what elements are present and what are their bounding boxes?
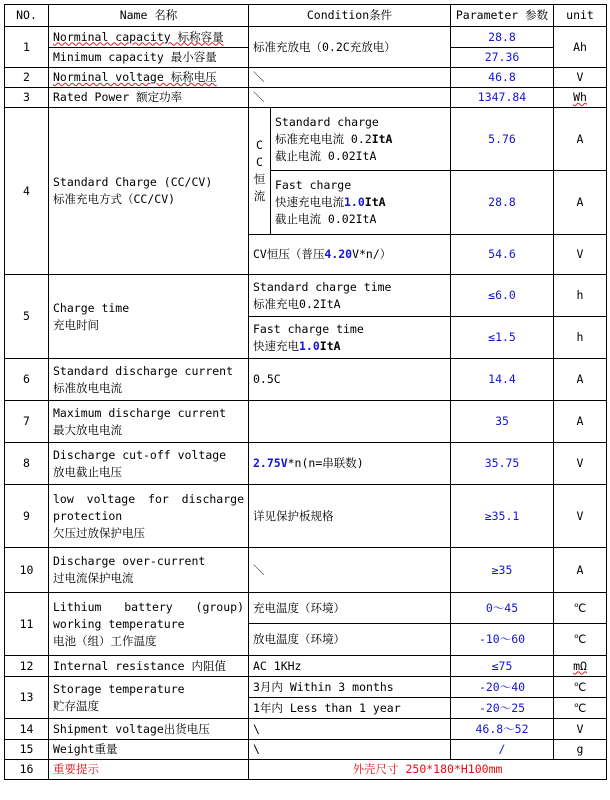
table-row: [5, 108, 607, 171]
table-header-row: [5, 5, 607, 27]
name-en: Maximum discharge current: [53, 405, 227, 420]
name-cn: 放电截止电压: [53, 464, 122, 479]
important-note-label: 重要提示: [49, 760, 249, 780]
cc-char: 流: [253, 189, 266, 203]
row-name: [49, 677, 249, 719]
name-cn: 电池（组）工作温度: [53, 633, 157, 648]
row-unit: Ah: [554, 27, 607, 68]
fast-time-line: [253, 338, 446, 355]
row-name: [49, 443, 249, 485]
row-condition: [271, 108, 451, 171]
row-unit: h: [554, 275, 607, 317]
unit-text: Wh: [573, 90, 587, 104]
table-row: [5, 656, 607, 677]
std-time-line: 标准充电0.2ItA: [253, 296, 341, 311]
value-text: 1.0: [299, 338, 320, 353]
table-row: [5, 548, 607, 593]
std-charge-title: Standard charge: [275, 114, 379, 129]
name-en: Standard discharge current: [53, 363, 234, 378]
row-condition: 0.5C: [249, 359, 451, 401]
row-parameter: 27.36: [451, 48, 554, 68]
name-en: Standard Charge (CC/CV): [53, 175, 213, 189]
row-unit: V: [554, 719, 607, 740]
row-unit: V: [554, 68, 607, 88]
header-condition: Condition条件: [249, 5, 451, 27]
row-name: [49, 68, 249, 88]
row-condition: [249, 317, 451, 359]
name-cn: 欠压过放保护电压: [53, 525, 145, 540]
row-unit: V: [554, 443, 607, 485]
table-row: [5, 359, 607, 401]
table-row: [5, 760, 607, 780]
std-charge-line1: [275, 131, 446, 148]
row-parameter: 1347.84: [451, 88, 554, 108]
name-cn: 充电时间: [53, 317, 99, 332]
text: *n(n=串联数): [287, 456, 364, 470]
row-parameter: ≥35.1: [451, 485, 554, 548]
row-name: Internal resistance 内阻值: [49, 656, 249, 677]
row-parameter: ≤75: [451, 656, 554, 677]
row-no: 8: [5, 443, 49, 485]
row-no: 9: [5, 485, 49, 548]
row-condition: 详见保护板规格: [249, 485, 451, 548]
table-row: [5, 719, 607, 740]
row-name: [49, 548, 249, 593]
row-name: [49, 593, 249, 656]
row-unit: A: [554, 171, 607, 235]
row-condition: \: [249, 719, 451, 740]
table-row: [5, 740, 607, 760]
row-name: Rated Power 额定功率: [49, 88, 249, 108]
row-unit: ℃: [554, 593, 607, 624]
fast-time-title: Fast charge time: [253, 321, 364, 336]
std-time-title: Standard charge time: [253, 279, 392, 294]
row-no: 10: [5, 548, 49, 593]
row-parameter: 5.76: [451, 108, 554, 171]
row-parameter: 46.8: [451, 68, 554, 88]
row-parameter: 0～45: [451, 593, 554, 624]
row-parameter: 54.6: [451, 235, 554, 275]
row-no: 7: [5, 401, 49, 443]
text: V*n/）: [352, 247, 392, 261]
row-no: 3: [5, 88, 49, 108]
row-no: 1: [5, 27, 49, 68]
name-en: Discharge cut-off voltage: [53, 447, 227, 462]
row-condition: [249, 401, 451, 443]
row-condition: [271, 171, 451, 235]
battery-spec-table: [4, 4, 607, 780]
name-cn: 过电流保护电流: [53, 571, 134, 585]
row-unit: h: [554, 317, 607, 359]
table-row: [5, 27, 607, 48]
table-row: [5, 485, 607, 548]
row-condition: AC 1KHz: [249, 656, 451, 677]
row-parameter: ≤1.5: [451, 317, 554, 359]
table-row: [5, 677, 607, 698]
row-parameter: /: [451, 740, 554, 760]
row-unit: V: [554, 235, 607, 275]
table-row: [5, 401, 607, 443]
row-unit: ℃: [554, 677, 607, 698]
row-condition: [249, 275, 451, 317]
important-note-text: 外壳尺寸 250*180*H100mm: [249, 760, 607, 780]
row-parameter: -20～25: [451, 698, 554, 719]
name-cn: 标准充电方式（CC/CV): [53, 192, 176, 206]
header-parameter: Parameter 参数: [451, 5, 554, 27]
table-row: [5, 88, 607, 108]
name-cn: 标准放电电流: [53, 380, 122, 395]
row-unit: A: [554, 401, 607, 443]
row-unit: A: [554, 108, 607, 171]
row-condition: ＼: [249, 88, 451, 108]
name-en: protection: [53, 508, 123, 523]
name-text: Norminal capacity 标称容量: [53, 29, 224, 44]
row-name: [49, 27, 249, 48]
cc-label: [249, 108, 271, 235]
header-no: NO.: [5, 5, 49, 27]
fast-charge-line2: 截止电流 0.02ItA: [275, 212, 377, 226]
row-name: Weight重量: [49, 740, 249, 760]
row-unit: [554, 88, 607, 108]
row-condition: 3月内 Within 3 months: [249, 677, 451, 698]
row-no: 6: [5, 359, 49, 401]
cc-char: C: [256, 155, 263, 169]
value-text: 1.0: [344, 195, 365, 209]
header-unit: unit: [554, 5, 607, 27]
row-parameter: -20～40: [451, 677, 554, 698]
text: 快速充电电流: [275, 195, 344, 209]
name-en: Discharge over-current: [53, 554, 206, 568]
row-no: 4: [5, 108, 49, 275]
row-name: [49, 485, 249, 548]
row-no: 11: [5, 593, 49, 656]
row-unit: ℃: [554, 624, 607, 656]
row-parameter: 35.75: [451, 443, 554, 485]
name-cn: 最大放电电流: [53, 422, 122, 437]
it-text: ItA: [319, 338, 341, 353]
it-text: ItA: [364, 195, 386, 209]
row-no: 14: [5, 719, 49, 740]
std-charge-line2: 截止电流 0.02ItA: [275, 148, 377, 163]
row-parameter: ≥35: [451, 548, 554, 593]
row-no: 5: [5, 275, 49, 359]
table-row: [5, 275, 607, 317]
table-row: [5, 593, 607, 624]
name-text: Norminal voltage 标称电压: [53, 70, 217, 84]
row-name: Shipment voltage出货电压: [49, 719, 249, 740]
name-en: Lithium battery (group): [53, 599, 244, 614]
fast-charge-line1: [275, 194, 446, 211]
row-no: 13: [5, 677, 49, 719]
text: 快速充电: [253, 338, 299, 353]
row-unit: V: [554, 485, 607, 548]
row-name: [49, 359, 249, 401]
row-condition: \: [249, 740, 451, 760]
row-name: [49, 275, 249, 359]
row-condition: ＼: [249, 68, 451, 88]
row-parameter: -10～60: [451, 624, 554, 656]
cc-char: C: [256, 138, 263, 152]
name-en: Storage temperature: [53, 681, 185, 696]
name-cn: 贮存温度: [53, 698, 99, 713]
unit-text: mΩ: [573, 658, 587, 673]
text: 标准充电电流 0.2: [275, 131, 372, 146]
row-unit: A: [554, 548, 607, 593]
row-name: [49, 108, 249, 275]
row-condition: 标准充放电（0.2C充放电）: [249, 27, 451, 68]
row-parameter: 28.8: [451, 27, 554, 48]
value-text: 4.20: [324, 247, 353, 261]
row-parameter: 14.4: [451, 359, 554, 401]
text: CV恒压（普压: [253, 247, 325, 261]
cc-char: 恒: [253, 172, 266, 186]
header-name: Name 名称: [49, 5, 249, 27]
name-en: Charge time: [53, 300, 130, 315]
fast-charge-title: Fast charge: [275, 178, 352, 192]
row-parameter: 35: [451, 401, 554, 443]
value-text: 2.75V: [253, 456, 288, 470]
row-no: 2: [5, 68, 49, 88]
row-unit: [554, 656, 607, 677]
row-no: 16: [5, 760, 49, 780]
row-condition: [249, 443, 451, 485]
row-name: Minimum capacity 最小容量: [49, 48, 249, 68]
row-no: 12: [5, 656, 49, 677]
row-condition: [249, 235, 451, 275]
table-row: [5, 443, 607, 485]
it-text: ItA: [371, 131, 393, 146]
row-unit: g: [554, 740, 607, 760]
row-unit: A: [554, 359, 607, 401]
row-unit: ℃: [554, 698, 607, 719]
row-no: 15: [5, 740, 49, 760]
row-parameter: ≤6.0: [451, 275, 554, 317]
row-condition: ＼: [249, 548, 451, 593]
row-parameter: 46.8～52: [451, 719, 554, 740]
name-en: low voltage for discharge: [53, 491, 244, 506]
name-en: working temperature: [53, 616, 185, 631]
row-condition: 1年内 Less than 1 year: [249, 698, 451, 719]
row-parameter: 28.8: [451, 171, 554, 235]
row-name: [49, 401, 249, 443]
row-condition: 充电温度（环境）: [249, 593, 451, 624]
row-condition: 放电温度（环境）: [249, 624, 451, 656]
table-row: [5, 68, 607, 88]
